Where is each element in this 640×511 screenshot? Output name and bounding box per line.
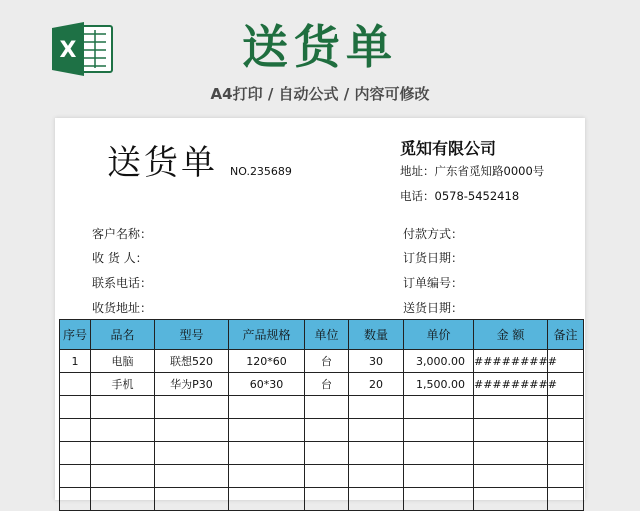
- cell-price[interactable]: 1,500.00: [404, 373, 474, 396]
- cell[interactable]: [349, 442, 404, 465]
- cell[interactable]: [404, 419, 474, 442]
- cell[interactable]: [91, 488, 155, 511]
- cell-qty[interactable]: 30: [349, 350, 404, 373]
- cell[interactable]: [349, 488, 404, 511]
- cell[interactable]: [91, 419, 155, 442]
- cell[interactable]: [60, 488, 91, 511]
- cell[interactable]: [349, 465, 404, 488]
- empty-row: [60, 396, 584, 419]
- cell-name[interactable]: 手机: [91, 373, 155, 396]
- doc-title: 送货单: [107, 143, 218, 183]
- cell[interactable]: [155, 442, 229, 465]
- cell[interactable]: [91, 396, 155, 419]
- cell[interactable]: [60, 465, 91, 488]
- col-header-spec: 产品规格: [229, 320, 305, 350]
- cell[interactable]: [229, 442, 305, 465]
- col-header-price: 单价: [404, 320, 474, 350]
- cell[interactable]: [60, 442, 91, 465]
- cell[interactable]: [404, 488, 474, 511]
- excel-logo-icon: [50, 20, 116, 78]
- cell[interactable]: [548, 465, 584, 488]
- col-header-amount: 金 额: [474, 320, 548, 350]
- cell[interactable]: [305, 465, 349, 488]
- cell[interactable]: [349, 419, 404, 442]
- cell[interactable]: [305, 396, 349, 419]
- empty-row: [60, 465, 584, 488]
- company-phone: 电话：0578-5452418: [400, 189, 520, 203]
- cell-model[interactable]: 联想520: [155, 350, 229, 373]
- cell[interactable]: [155, 465, 229, 488]
- cell[interactable]: [229, 465, 305, 488]
- field-contact-phone: 联系电话：: [92, 276, 153, 290]
- cell[interactable]: [474, 488, 548, 511]
- cell[interactable]: [229, 396, 305, 419]
- table-header-row: [60, 320, 584, 350]
- company-address: 地址：广东省觅知路0000号: [400, 164, 545, 178]
- col-header-index: 序号: [60, 320, 91, 350]
- cell[interactable]: [474, 465, 548, 488]
- cell-index[interactable]: [60, 373, 91, 396]
- field-delivery-date: 送货日期：: [403, 301, 464, 315]
- col-header-qty: 数量: [349, 320, 404, 350]
- cell-model[interactable]: 华为P30: [155, 373, 229, 396]
- logo-letter: X: [59, 38, 77, 63]
- empty-row: [60, 419, 584, 442]
- cell[interactable]: [474, 442, 548, 465]
- banner: [0, 0, 640, 118]
- cell[interactable]: [474, 396, 548, 419]
- field-receiver: 收 货 人：: [92, 251, 148, 265]
- cell[interactable]: [91, 465, 155, 488]
- field-customer-name: 客户名称：: [92, 227, 153, 241]
- cell[interactable]: [548, 488, 584, 511]
- cell[interactable]: [548, 396, 584, 419]
- cell[interactable]: [60, 419, 91, 442]
- cell-qty[interactable]: 20: [349, 373, 404, 396]
- cell[interactable]: [404, 442, 474, 465]
- empty-row: [60, 442, 584, 465]
- cell-name[interactable]: 电脑: [91, 350, 155, 373]
- table-row: [60, 373, 584, 396]
- company-name: 觅知有限公司: [400, 139, 497, 158]
- cell[interactable]: [155, 396, 229, 419]
- cell[interactable]: [305, 442, 349, 465]
- page-title: 送货单: [242, 20, 398, 74]
- goods-table: [59, 319, 584, 511]
- col-header-name: 品名: [91, 320, 155, 350]
- page-subtitle: A4打印 / 自动公式 / 内容可修改: [210, 85, 430, 103]
- col-header-note: 备注: [548, 320, 584, 350]
- doc-number: NO.235689: [230, 165, 292, 178]
- cell[interactable]: [229, 419, 305, 442]
- cell-index[interactable]: 1: [60, 350, 91, 373]
- cell-unit[interactable]: 台: [305, 350, 349, 373]
- cell-amount[interactable]: #########: [474, 373, 548, 396]
- cell[interactable]: [548, 442, 584, 465]
- cell[interactable]: [474, 419, 548, 442]
- cell-spec[interactable]: 60*30: [229, 373, 305, 396]
- field-delivery-address: 收货地址：: [92, 301, 153, 315]
- cell[interactable]: [229, 488, 305, 511]
- cell[interactable]: [305, 419, 349, 442]
- cell[interactable]: [349, 396, 404, 419]
- invoice-sheet: [55, 118, 585, 500]
- cell[interactable]: [305, 488, 349, 511]
- field-order-number: 订单编号：: [403, 276, 464, 290]
- cell-amount[interactable]: #########: [474, 350, 548, 373]
- cell-unit[interactable]: 台: [305, 373, 349, 396]
- cell[interactable]: [155, 488, 229, 511]
- table-row: [60, 350, 584, 373]
- cell-spec[interactable]: 120*60: [229, 350, 305, 373]
- cell[interactable]: [548, 419, 584, 442]
- cell[interactable]: [404, 396, 474, 419]
- field-order-date: 订货日期：: [403, 251, 464, 265]
- cell-price[interactable]: 3,000.00: [404, 350, 474, 373]
- cell[interactable]: [404, 465, 474, 488]
- col-header-unit: 单位: [305, 320, 349, 350]
- empty-row: [60, 488, 584, 511]
- cell[interactable]: [60, 396, 91, 419]
- field-payment-method: 付款方式：: [403, 227, 464, 241]
- col-header-model: 型号: [155, 320, 229, 350]
- cell[interactable]: [91, 442, 155, 465]
- cell[interactable]: [155, 419, 229, 442]
